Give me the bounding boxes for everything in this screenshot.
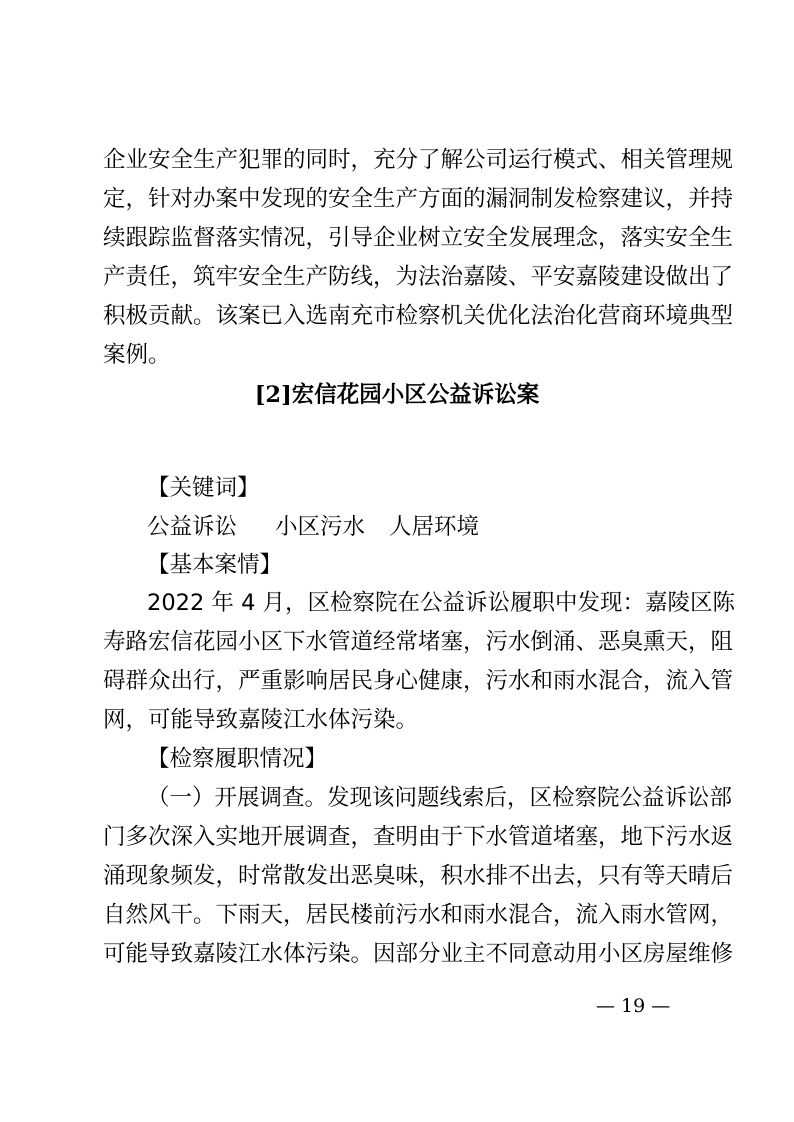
case-title: [2]宏信花园小区公益诉讼案 bbox=[254, 382, 540, 408]
keyword-item: 公益诉讼 bbox=[147, 514, 238, 540]
keywords-heading: 【关键词】 bbox=[147, 475, 260, 501]
keyword-item: 人居环境 bbox=[389, 514, 480, 540]
body-text-line: 碍群众出行，严重影响居民身心健康，污水和雨水混合，流入管 bbox=[103, 668, 734, 694]
body-text-line: 定，针对办案中发现的安全生产方面的漏洞制发检察建议，并持 bbox=[103, 186, 734, 212]
body-text-line: 可能导致嘉陵江水体污染。因部分业主不同意动用小区房屋维修 bbox=[103, 941, 734, 967]
body-text-line: （一）开展调查。发现该问题线索后，区检察院公益诉讼部 bbox=[147, 785, 733, 811]
body-text-line: 积极贡献。该案已入选南充市检察机关优化法治化营商环境典型 bbox=[103, 303, 734, 329]
body-text-line: 网，可能导致嘉陵江水体污染。 bbox=[103, 707, 419, 733]
page-number: — 19 — bbox=[596, 995, 671, 1017]
body-text-line: 2022 年 4 月，区检察院在公益诉讼履职中发现：嘉陵区陈 bbox=[147, 590, 736, 616]
body-text-line: 产责任，筑牢安全生产防线，为法治嘉陵、平安嘉陵建设做出了 bbox=[103, 264, 734, 290]
keyword-item: 小区污水 bbox=[275, 514, 366, 540]
body-text-line: 涌现象频发，时常散发出恶臭味，积水排不出去，只有等天晴后 bbox=[103, 863, 734, 889]
basic-heading: 【基本案情】 bbox=[147, 552, 283, 578]
body-text-line: 门多次深入实地开展调查，查明由于下水管道堵塞，地下污水返 bbox=[103, 824, 734, 850]
duty-heading: 【检察履职情况】 bbox=[147, 746, 328, 772]
body-text-line: 企业安全生产犯罪的同时，充分了解公司运行模式、相关管理规 bbox=[103, 147, 734, 173]
body-text-line: 案例。 bbox=[103, 342, 171, 368]
body-text-line: 续跟踪监督落实情况，引导企业树立安全发展理念，落实安全生 bbox=[103, 225, 734, 251]
body-text-line: 寿路宏信花园小区下水管道经常堵塞，污水倒涌、恶臭熏天，阻 bbox=[103, 629, 734, 655]
body-text-line: 自然风干。下雨天，居民楼前污水和雨水混合，流入雨水管网， bbox=[103, 902, 734, 928]
